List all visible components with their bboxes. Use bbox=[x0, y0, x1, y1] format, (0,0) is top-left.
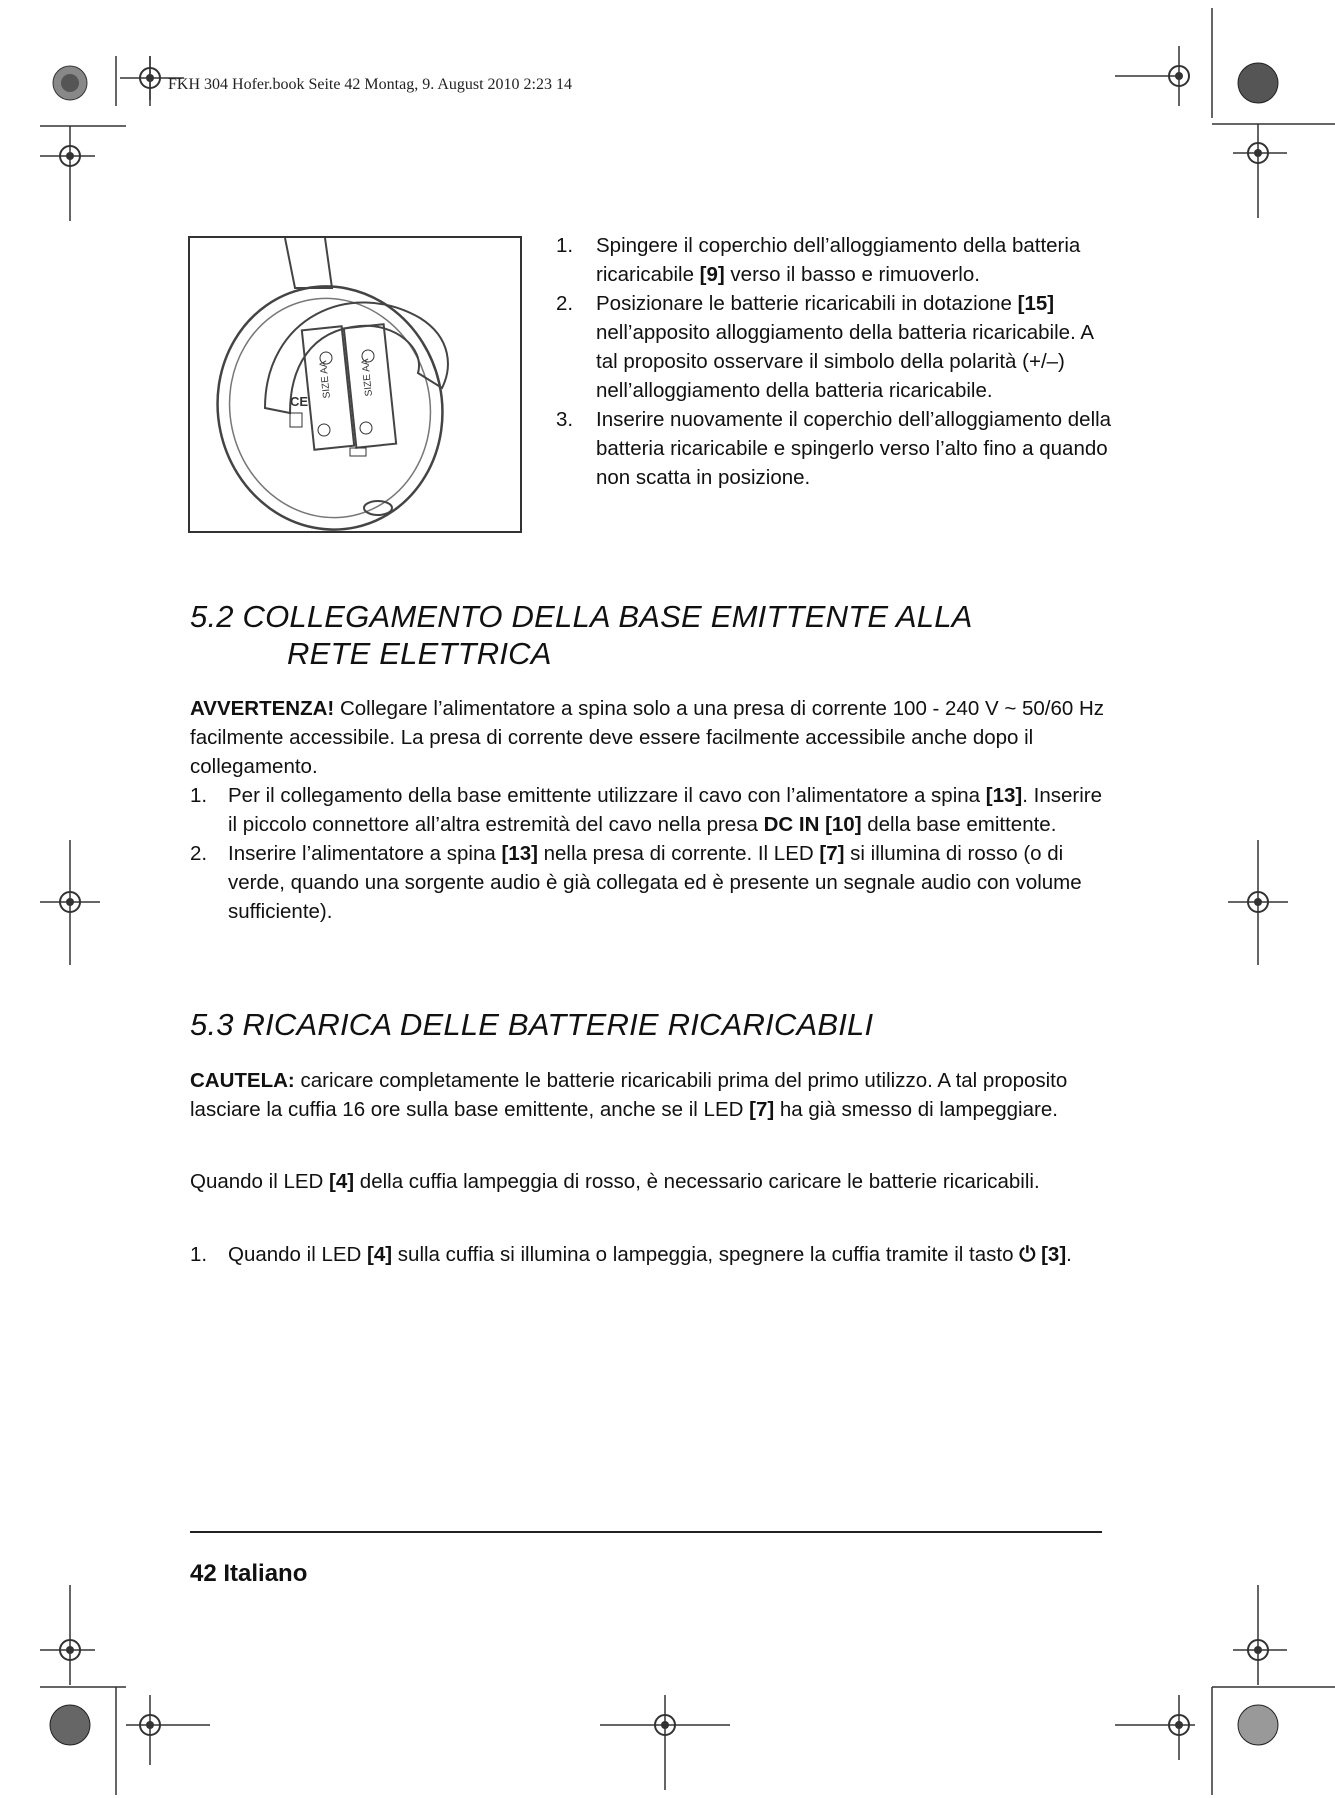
heading-line-1: 5.2 COLLEGAMENTO DELLA BASE EMITTENTE ALLA bbox=[190, 599, 973, 634]
section-heading-5-3: 5.3 RICARICA DELLE BATTERIE RICARICABILI bbox=[190, 1007, 874, 1042]
crop-mark-mid-right bbox=[1228, 840, 1288, 970]
section-5-2-body bbox=[190, 694, 1110, 926]
crop-mark-bottom-right bbox=[1115, 1585, 1335, 1795]
page-number: 42 Italiano bbox=[190, 1560, 308, 1587]
list-item: 3. Inserire nuovamente il coperchio dell’alloggiamento della batteria ricaricabile e spingerlo verso l’alto fino a quando non scatta in posizione. bbox=[556, 408, 1112, 489]
caution-paragraph: CAUTELA: caricare completamente le batterie ricaricabili prima del primo utilizzo. A tal proposito lasciare la cuffia 16 ore sulla base emittente, anche se il LED [7] ha già smesso di lampeggiare. bbox=[190, 1069, 1068, 1121]
list-item: 2. Posizionare le batterie ricaricabili in dotazione [15] nell’apposito alloggiamento della batteria ricaricabile. A tal proposito osservare il simbolo della polarità (+/–) nell’alloggiamento della batteria ricaricabile. bbox=[556, 292, 1093, 402]
led-paragraph: Quando il LED [4] della cuffia lampeggia di rosso, è necessario caricare le batterie ricaricabili. bbox=[190, 1170, 1040, 1193]
crop-mark-mid-left bbox=[40, 840, 100, 970]
section-5-3-steps bbox=[190, 1240, 1110, 1269]
battery-label-1: SIZE AA bbox=[318, 360, 333, 399]
battery-insert-steps bbox=[556, 231, 1116, 492]
list-item: 1. Per il collegamento della base emittente utilizzare il cavo con l’alimentatore a spina [13]. Inserire il piccolo connettore all’altra estremità del cavo nella presa DC IN [10] della base emittente. bbox=[190, 784, 1102, 836]
file-info-header: FKH 304 Hofer.book Seite 42 Montag, 9. August 2010 2:23 14 bbox=[168, 76, 572, 93]
crop-mark-top-right bbox=[1115, 8, 1335, 228]
heading-line-2: RETE ELETTRICA bbox=[287, 636, 552, 671]
ce-mark: CE bbox=[290, 394, 309, 409]
list-item: 1. Quando il LED [4] sulla cuffia si illumina o lampeggia, spegnere la cuffia tramite il tasto ⏻ [3]. bbox=[190, 1243, 1072, 1266]
warning-paragraph: AVVERTENZA! Collegare l’alimentatore a spina solo a una presa di corrente 100 - 240 V ~ 50/60 Hz facilmente accessibile. La presa di corrente deve essere facilmente accessibile anche dopo il collegamento. bbox=[190, 697, 1105, 778]
caution-label: CAUTELA: bbox=[190, 1069, 295, 1092]
battery-label-2: SIZE AA bbox=[360, 358, 375, 397]
crop-mark-bottom-left bbox=[40, 1585, 220, 1795]
list-item: 1. Spingere il coperchio dell’alloggiamento della batteria ricaricabile [9] verso il basso e rimuoverlo. bbox=[556, 234, 1081, 286]
battery-compartment-illustration bbox=[188, 236, 522, 533]
crop-mark-bottom-center bbox=[600, 1695, 730, 1795]
warning-label: AVVERTENZA! bbox=[190, 697, 335, 720]
footer-rule bbox=[190, 1531, 1102, 1533]
list-item: 2. Inserire l’alimentatore a spina [13] nella presa di corrente. Il LED [7] si illumina di rosso (o di verde, quando una sorgente audio è già collegata ed è presente un segnale audio con volume sufficiente). bbox=[190, 842, 1082, 923]
section-heading-5-2 bbox=[190, 598, 973, 672]
